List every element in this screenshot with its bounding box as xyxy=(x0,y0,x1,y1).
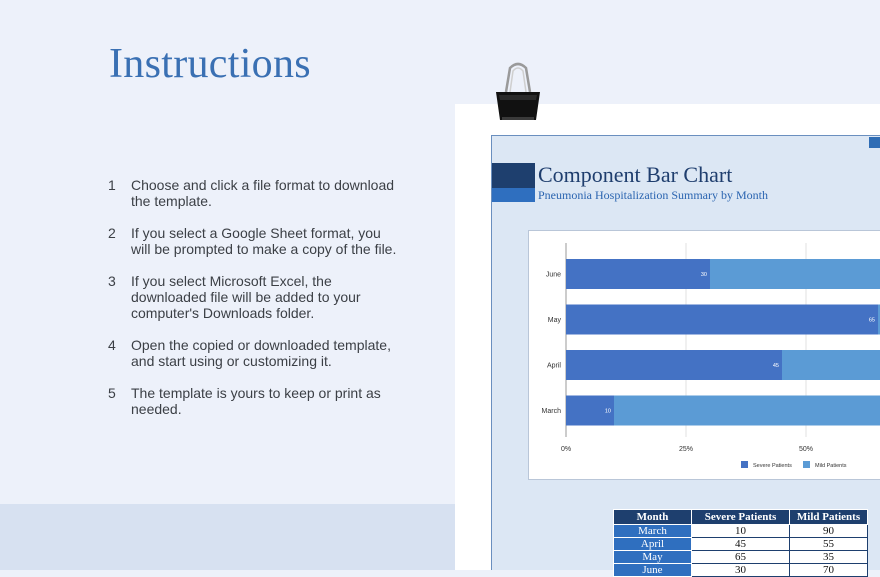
instruction-step xyxy=(108,225,398,257)
instruction-step xyxy=(108,177,398,209)
page-title: Instructions xyxy=(109,41,311,87)
cell-severe: 10 xyxy=(692,525,790,538)
table-header-row xyxy=(614,510,868,525)
category-label: May xyxy=(547,317,561,324)
step-text: Choose and click a file format to download the template. xyxy=(131,177,395,209)
category-label: March xyxy=(541,408,561,415)
cell-severe: 45 xyxy=(692,538,790,551)
step-text: If you select Microsoft Excel, the downloaded file will be added to your computer's Downloads folder. xyxy=(131,273,361,321)
instruction-step xyxy=(108,337,398,369)
chart-card xyxy=(528,230,880,480)
step-text: The template is yours to keep or print as needed. xyxy=(131,385,381,417)
table-row xyxy=(614,551,868,564)
data-label: 45 xyxy=(772,363,779,369)
data-label: 65 xyxy=(868,317,875,324)
column-header: Mild Patients xyxy=(790,510,868,525)
x-tick-label: 25% xyxy=(678,446,694,453)
header-band-dark xyxy=(492,163,535,188)
bar-mild xyxy=(782,350,880,380)
cell-month: March xyxy=(614,525,692,538)
cell-mild: 90 xyxy=(790,525,868,538)
chart-subtitle: Pneumonia Hospitalization Summary by Month xyxy=(538,188,768,202)
step-number: 3 xyxy=(108,273,116,289)
cell-month: April xyxy=(614,538,692,551)
cell-month: May xyxy=(614,551,692,564)
instruction-step xyxy=(108,273,398,321)
cell-mild: 35 xyxy=(790,551,868,564)
data-table xyxy=(613,509,868,577)
legend-label: Severe Patients xyxy=(753,463,792,469)
legend-swatch-severe xyxy=(741,461,748,468)
bar-mild xyxy=(614,396,880,426)
cell-month: June xyxy=(614,564,692,577)
sheet-corner-tab xyxy=(869,137,880,148)
instruction-step xyxy=(108,385,398,417)
data-label: 30 xyxy=(700,272,707,278)
category-label: June xyxy=(545,271,561,279)
binder-clip-icon xyxy=(493,62,543,122)
bottom-band xyxy=(0,504,455,570)
component-bar-chart xyxy=(529,231,880,481)
step-text: Open the copied or downloaded template, and start using or customizing it. xyxy=(131,337,391,369)
column-header: Month xyxy=(614,510,692,525)
legend-label: Mild Patients xyxy=(815,463,847,469)
step-number: 1 xyxy=(108,177,116,193)
step-text: If you select a Google Sheet format, you will be prompted to make a copy of the file. xyxy=(131,225,397,257)
bar-severe xyxy=(566,350,782,380)
x-tick-label: 50% xyxy=(798,446,814,453)
bar-mild xyxy=(710,259,880,289)
cell-severe: 65 xyxy=(692,551,790,564)
bar-severe xyxy=(566,305,878,335)
category-label: April xyxy=(546,362,561,370)
step-number: 5 xyxy=(108,385,116,401)
x-tick-label: 0% xyxy=(560,446,572,453)
cell-severe: 30 xyxy=(692,564,790,577)
data-label: 10 xyxy=(604,408,611,415)
legend-swatch-mild xyxy=(803,461,810,468)
step-number: 2 xyxy=(108,225,116,241)
column-header: Severe Patients xyxy=(692,510,790,525)
cell-mild: 55 xyxy=(790,538,868,551)
instruction-list xyxy=(108,177,398,433)
chart-title: Component Bar Chart xyxy=(538,162,733,187)
step-number: 4 xyxy=(108,337,116,353)
table-row xyxy=(614,564,868,577)
table-row xyxy=(614,538,868,551)
bar-severe xyxy=(566,259,710,289)
cell-mild: 70 xyxy=(790,564,868,577)
table-row xyxy=(614,525,868,538)
